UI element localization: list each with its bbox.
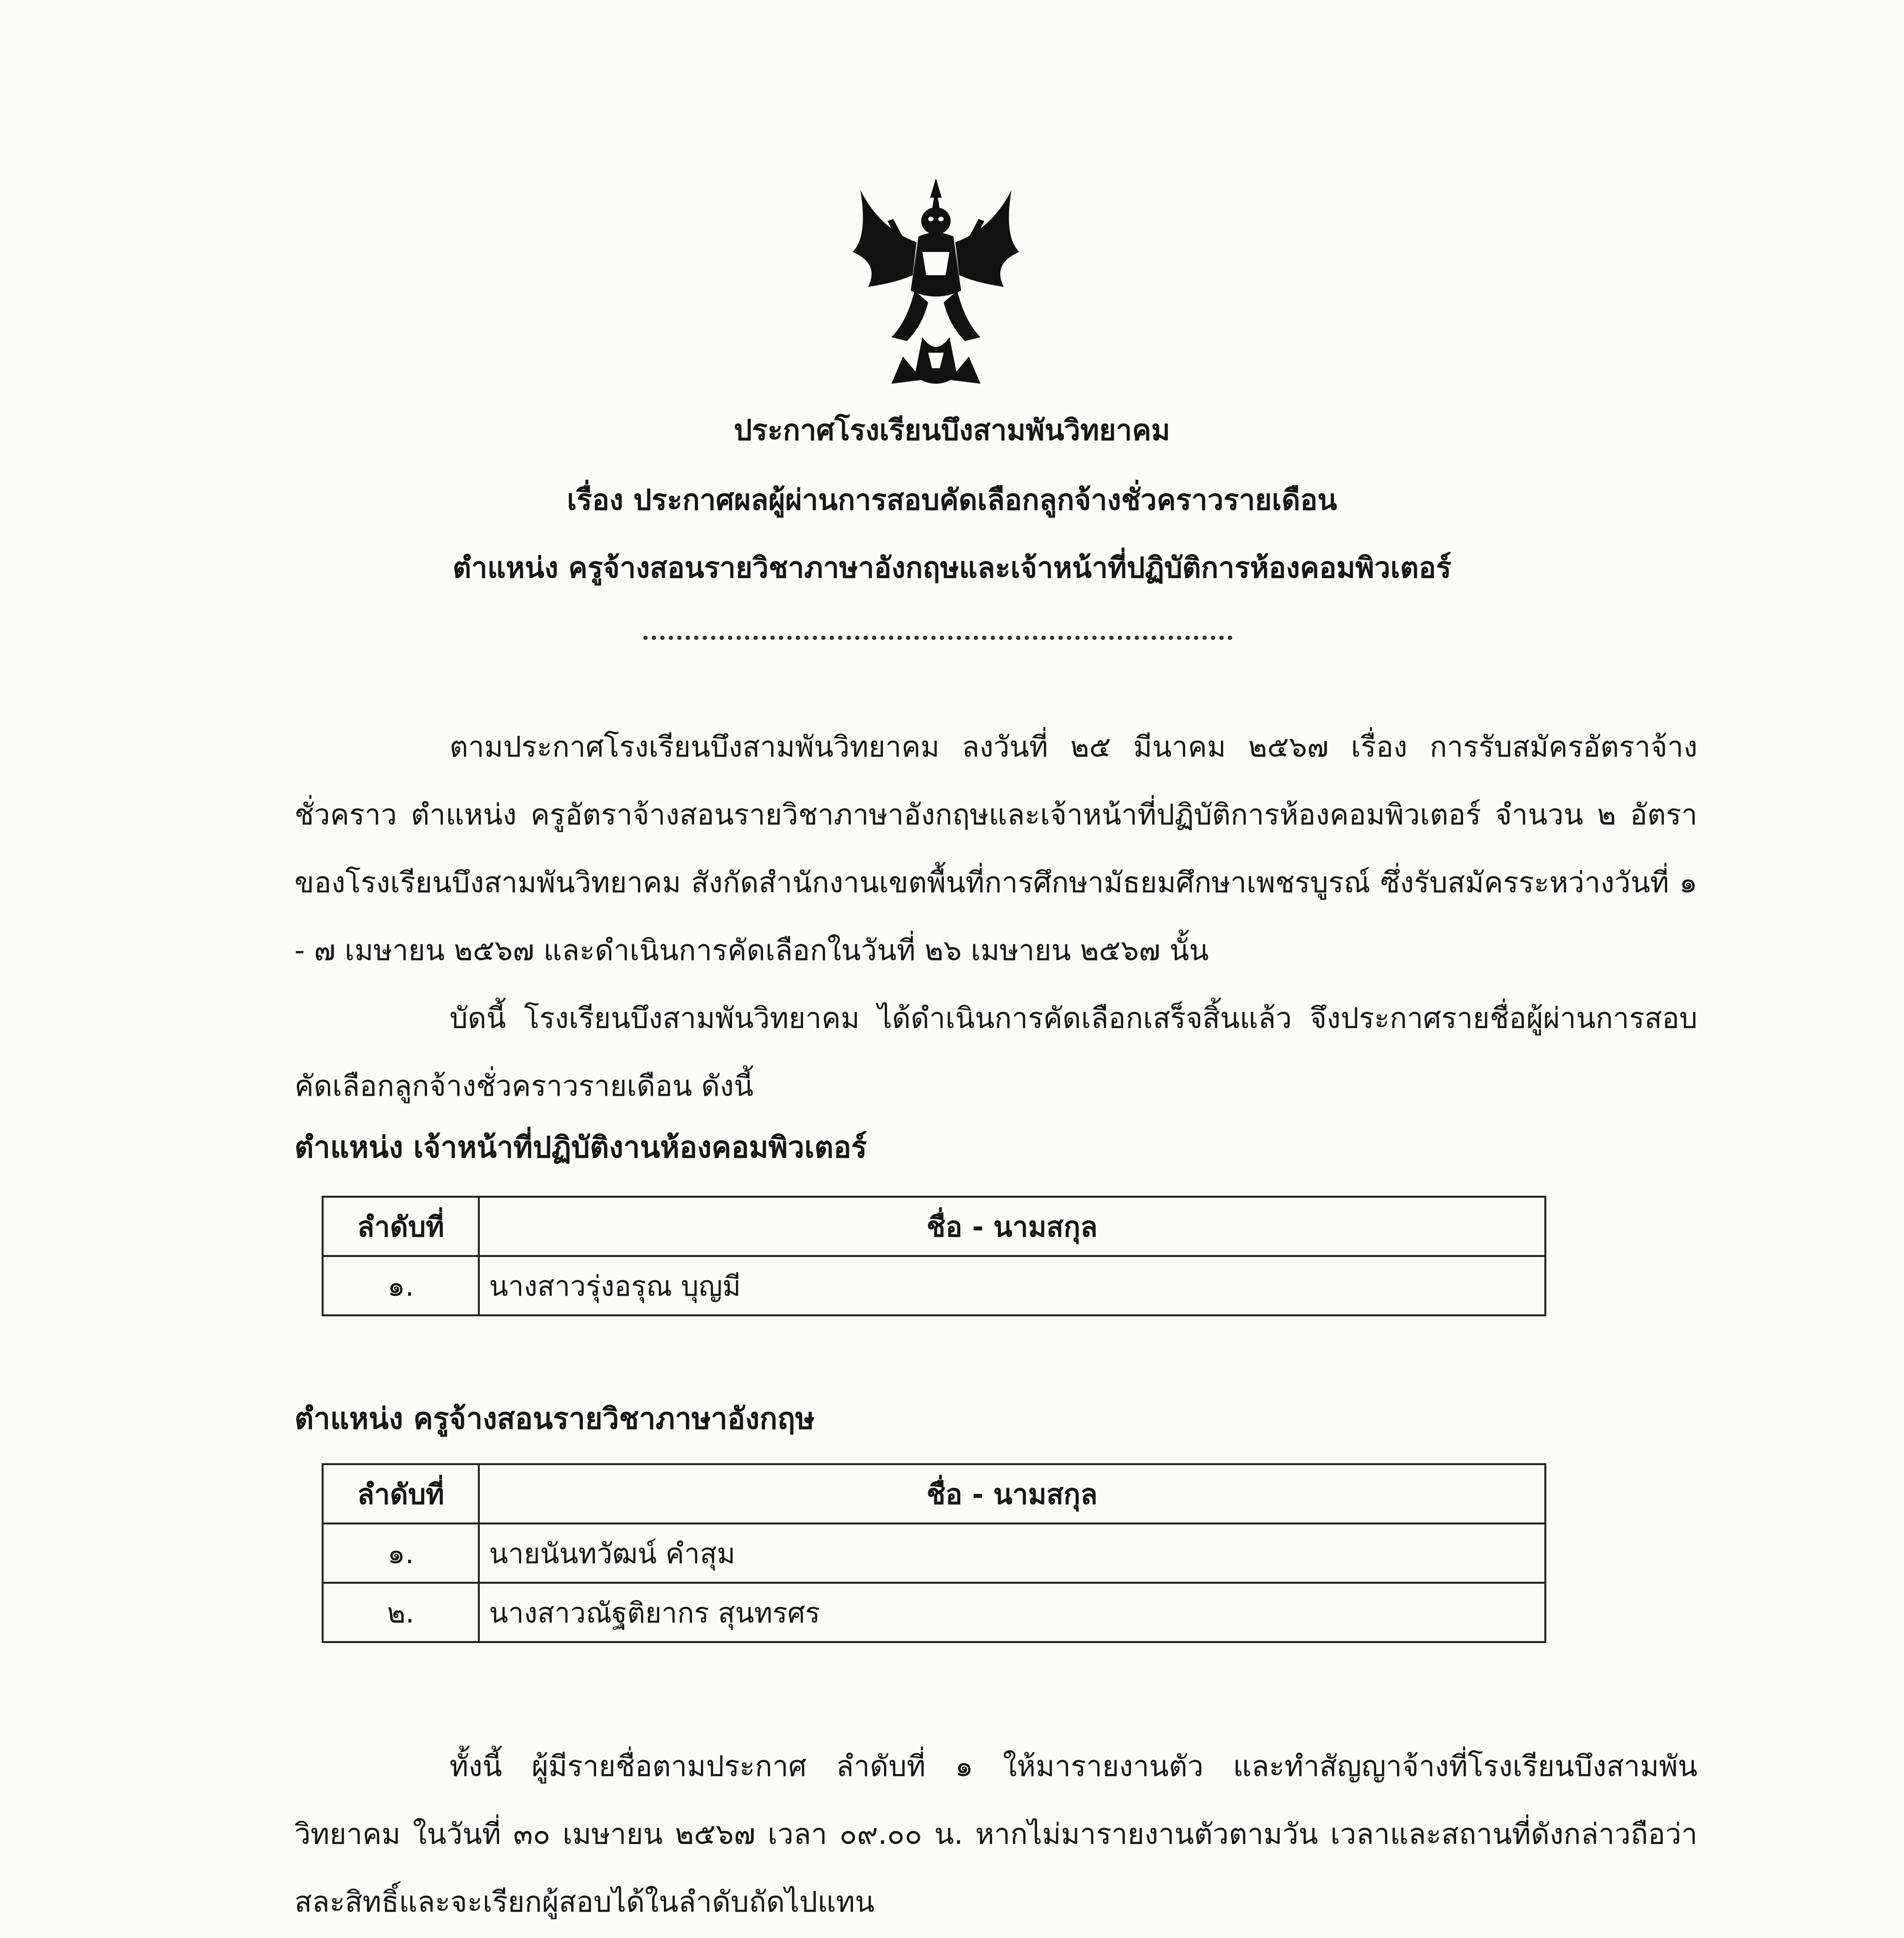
announcement-subject: เรื่อง ประกาศผลผู้ผ่านการสอบคัดเลือกลูกจ้างชั่วคราวรายเดือน (567, 483, 1337, 517)
table-row (323, 1524, 1546, 1583)
announcement-position: ตำแหน่ง ครูจ้างสอนรายวิชาภาษาอังกฤษและเจ้าหน้าที่ปฏิบัติการห้องคอมพิวเตอร์ (452, 551, 1452, 585)
row-order: ๑. (323, 1524, 479, 1583)
row-name: นางสาวรุ่งอรุณ บุญมี (479, 1256, 1546, 1316)
section-2-heading: ตำแหน่ง ครูจ้างสอนรายวิชาภาษาอังกฤษ (295, 1401, 815, 1436)
row-order: ๒. (323, 1583, 479, 1642)
table-row (323, 1256, 1546, 1316)
table-row (323, 1583, 1546, 1642)
section-1-heading: ตำแหน่ง เจ้าหน้าที่ปฏิบัติงานห้องคอมพิวเตอร์ (295, 1130, 867, 1164)
row-order: ๑. (323, 1256, 479, 1316)
col-order-header: ลำดับที่ (323, 1197, 479, 1256)
table-computer-staff (322, 1196, 1546, 1316)
col-order-header: ลำดับที่ (323, 1464, 479, 1524)
paragraph-report: ทั้งนี้ ผู้มีรายชื่อตามประกาศ ลำดับที่ ๑ ให้มารายงานตัว และทำสัญญาจ้างที่โรงเรียนบึงสามพันวิทยาคม ในวันที่ ๓๐ เมษายน ๒๕๖๗ เวลา ๐๙.๐๐ น. หากไม่มารายงานตัวตามวัน เวลาและสถานที่ดังกล่าวถือว่าสละสิทธิ์และจะเรียกผู้สอบได้ในลำดับถัดไปแทน (295, 1750, 1697, 1919)
row-name: นายนันทวัฒน์ คำสุม (479, 1524, 1546, 1583)
paragraph-result: บัดนี้ โรงเรียนบึงสามพันวิทยาคม ได้ดำเนินการคัดเลือกเสร็จสิ้นแล้ว จึงประกาศรายชื่อผู้ผ่านการสอบคัดเลือกลูกจ้างชั่วคราวรายเดือน ดังนี้ (295, 1002, 1697, 1103)
garuda-emblem-icon (845, 174, 1027, 395)
announcement-title: ประกาศโรงเรียนบึงสามพันวิทยาคม (734, 414, 1170, 447)
paragraph-intro: ตามประกาศโรงเรียนบึงสามพันวิทยาคม ลงวันที่ ๒๕ มีนาคม ๒๕๖๗ เรื่อง การรับสมัครอัตราจ้างชั่วคราว ตำแหน่ง ครูอัตราจ้างสอนรายวิชาภาษาอังกฤษและเจ้าหน้าที่ปฏิบัติการห้องคอมพิวเตอร์ จำนวน ๒ อัตรา ของโรงเรียนบึงสามพันวิทยาคม สังกัดสำนักงานเขตพื้นที่การศึกษามัธยมศึกษาเพชรบูรณ์ ซึ่งรับสมัครระหว่างวันที่ ๑ - ๗ เมษายน ๒๕๖๗ และดำเนินการคัดเลือกในวันที่ ๒๖ เมษายน ๒๕๖๗ นั้น (295, 730, 1697, 967)
col-name-header: ชื่อ - นามสกุล (479, 1197, 1546, 1256)
dotted-divider (643, 636, 1232, 640)
col-name-header: ชื่อ - นามสกุล (479, 1464, 1546, 1524)
table-english-teacher (322, 1463, 1546, 1643)
row-name: นางสาวณัฐติยากร สุนทรศร (479, 1583, 1546, 1642)
